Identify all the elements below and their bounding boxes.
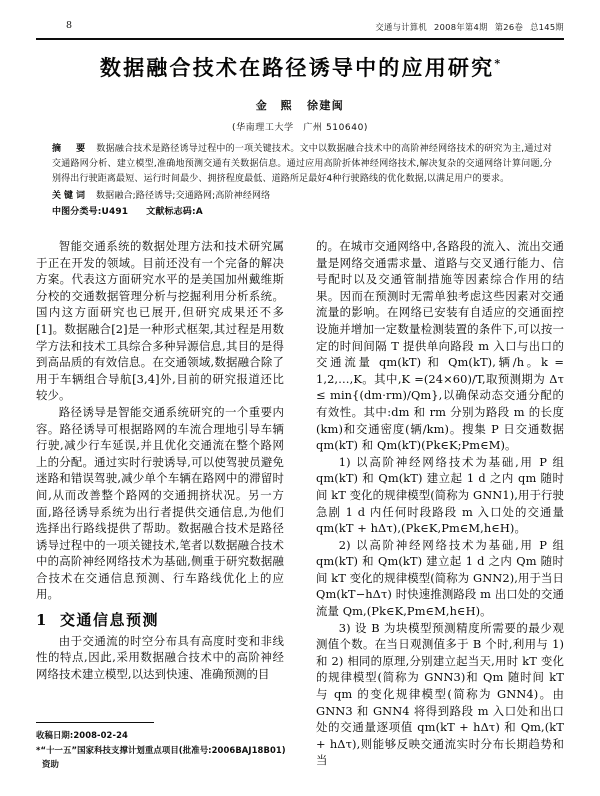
journal-serial-number: 总145期 <box>530 22 564 32</box>
footnote-separator-rule <box>36 722 154 723</box>
section-title: 交通信息预测 <box>59 611 159 630</box>
funding-note: *“十一五”国家科技支撑计划重点项目(批准号:2006BAJ18B01)资助 <box>36 745 286 769</box>
paragraph: 智能交通系统的数据处理方法和技术研究属于正在开发的领域。目前还没有一个完备的解决方案。代表这方面研究水平的是美国加州戴维斯分校的交通数据管理分析与挖掘利用分析系统。国内这方面研究也已展开,但研究成果还不多[1]。数据融合[2]是一种形式框架,其过程是用数学方法和技术工具综合多种异源信息,其目的是得到高品质的有效信息。在交通领域,数据融合除了用于车辆组合导航[3,4]外,目前的研究报道还比较少。 <box>36 239 284 403</box>
journal-issue: 2008年第4期 <box>434 22 488 32</box>
journal-citation-line <box>375 21 564 33</box>
journal-volume: 第26卷 <box>494 22 524 32</box>
classification-line <box>52 205 552 220</box>
title-footnote-marker: * <box>494 57 501 70</box>
paragraph: 由于交通流的时空分布具有高度时变和非线性的特点,因此,采用数据融合技术中的高阶神经网络技术建立模型,以达到快速、准确预测的目 <box>36 633 284 681</box>
journal-name: 交通与计算机 <box>375 22 428 32</box>
author-name-2: 徐建闽 <box>307 99 345 112</box>
header-rule <box>36 38 564 40</box>
running-head <box>36 20 564 36</box>
paragraph: 3) 设 B 为块模型预测精度所需要的最少观测值个数。在当日观测值多于 B 个时,利用与 1) 和 2) 相同的原理,分别建立起当天,用时 kT 变化的规律模型(简称为 GNN3)和 Qm 随时间 kT 与 qm 的变化规律模型(简称为 GNN4)。由 GNN3 和 GNN4 将得到路段 m 入口处和出口处的交通量逐项值 qm(kT + hΔτ) 和 Qm,(kT + hΔτ),则能够反映交通流实时分布长期趋势和当 <box>316 620 564 768</box>
author-list <box>0 97 600 113</box>
paragraph: 路径诱导是智能交通系统研究的一个重要内容。路径诱导可根据路网的车流合理地引导车辆行驶,减少行车延误,并且优化交通流在整个路网上的分配。通过实时行驶诱导,可以使驾驶员避免迷路和错误驾驶,减少单个车辆在路网中的滞留时间,从而改善整个路网的交通拥挤状况。另一方面,路径诱导系统为出行者提供交通信息,为他们选择出行路线提供了帮助。数据融合技术是路径诱导过程中的一项关键技术,笔者以数据融合技术中的高阶神经网络技术为基础,侧重于研究数据融合技术在交通信息预测、行车路线优化上的应用。 <box>36 404 284 602</box>
abstract-label: 摘 要 <box>52 144 89 154</box>
abstract-block <box>52 142 552 220</box>
page-title <box>0 52 600 82</box>
keywords-line <box>52 189 552 204</box>
body-column-left <box>36 238 284 682</box>
abstract-paragraph <box>52 142 552 188</box>
received-date: 收稿日期:2008-02-24 <box>36 730 128 740</box>
footnote-block <box>36 728 286 771</box>
section-number: 1 <box>36 611 48 630</box>
clc-number: 中图分类号:U491 <box>52 206 129 217</box>
paragraph: 1) 以高阶神经网络技术为基础,用 P 组 qm(kT) 和 Qm(kT) 建立起 1 d 之内 qm 随时间 kT 变化的规律模型(简称为 GNN1),用于行驶急剧 1 d 内任何时段路段 m 入口处的交通量 qm(kT + hΔτ),(Pk∈K,Pm∈M,h∈H)。 <box>316 454 564 536</box>
body-column-right <box>316 238 564 769</box>
article-title-text: 数据融合技术在路径诱导中的应用研究 <box>99 55 495 80</box>
author-name-1: 金 熙 <box>255 99 293 112</box>
paragraph: 的。在城市交通网络中,各路段的流入、流出交通量是网络交通需求量、道路与交叉通行能力、信号配时以及交通管制措施等因素综合作用的结果。因而在预测时无需单独考虑这些因素对交通流量的影响。在网络已安装有自适应的交通面控设施并增加一定数量检测装置的条件下,可以按一定的时间间隔 T 提供单向路段 m 入口与出口的交通流量 qm(kT) 和 Qm(kT),辆/h。k = 1,2,…,K。其中,K =(24×60)/T,取预测期为 Δτ ≤ min{(dm·rm)/Qm},以确保动态交通分配的有效性。其中:dm 和 rm 分别为路段 m 的长度(km)和交通密度(辆/km)。搜集 P 日交通数据 qm(kT) 和 Qm(kT)(Pk∈K;Pm∈M)。 <box>316 239 564 453</box>
keywords-label: 关键词 <box>52 190 89 201</box>
author-affiliation: (华南理工大学 广州 510640) <box>231 123 369 133</box>
paragraph: 2) 以高阶神经网络技术为基础,用 P 组 qm(kT) 和 Qm(kT) 建立起 1 d 之内 Qm 随时间 kT 变化的规律模型(简称为 GNN2),用于当日 Qm(kT−hΔτ) 时快速推测路段 m 出口处的交通流量 Qm,(Pk∈K,Pm∈M,h∈H)。 <box>316 537 564 619</box>
section-heading-1 <box>36 612 284 629</box>
abstract-text: 数据融合技术是路径诱导过程中的一项关键技术。文中以数据融合技术中的高阶神经网络技术的研究为主,通过对交通路网分析、建立模型,准确地预测交通有关数据信息。通过应用高阶折体神经网络技术,解决复杂的交通网络计算问题,分别得出行驶距离最短、运行时间最少、拥挤程度最低、道路所足最好4种行驶路线的优化数据,以满足用户的要求。 <box>52 144 552 185</box>
keywords-text: 数据融合;路径诱导;交通路网;高阶神经网络 <box>96 190 271 201</box>
page-folio-number: 8 <box>66 20 73 31</box>
document-code: 文献标志码:A <box>146 206 203 217</box>
